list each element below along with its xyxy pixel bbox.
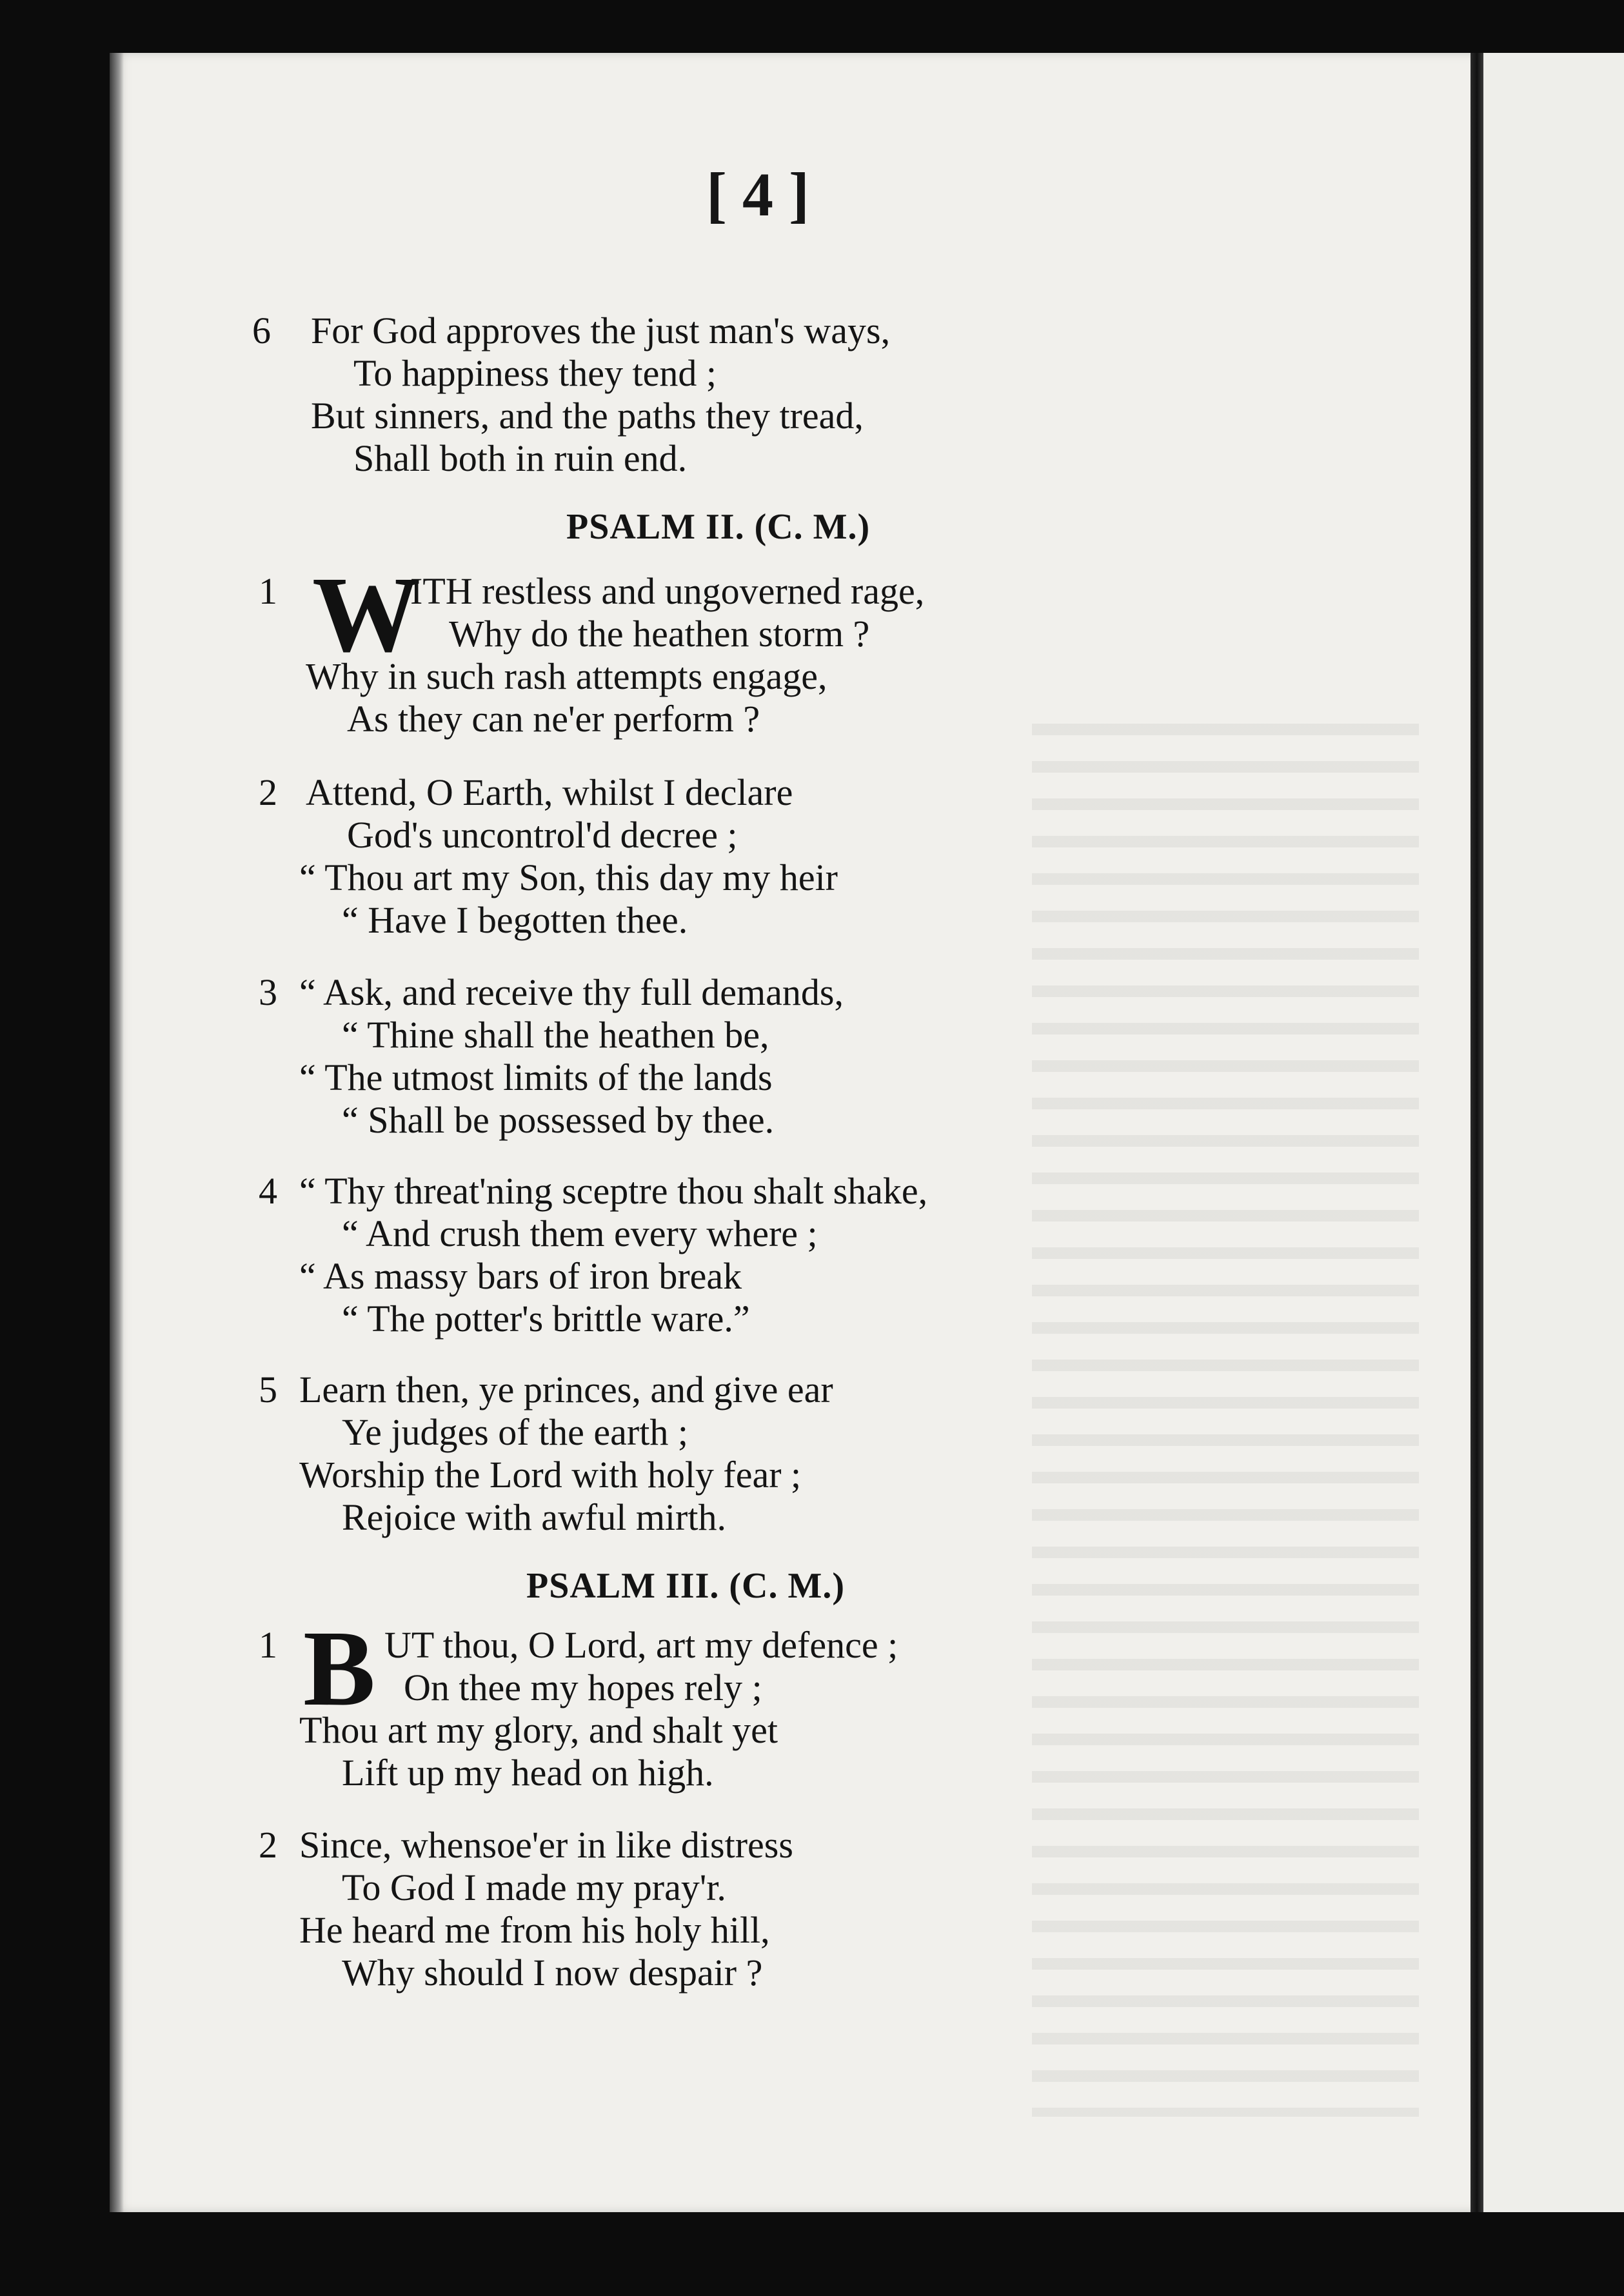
verse-line: For God approves the just man's ways,: [311, 310, 891, 351]
verse-line: “ Thou art my Son, this day my heir: [299, 856, 838, 898]
verse-line: UT thou, O Lord, art my defence ;: [384, 1624, 898, 1666]
verse-number: 4: [259, 1170, 277, 1212]
verse-line: Why should I now despair ?: [342, 1952, 763, 1994]
verse-line: Why in such rash attempts engage,: [306, 655, 827, 697]
verse-line: “ Ask, and receive thy full demands,: [299, 971, 844, 1013]
verse-line: Since, whensoe'er in like distress: [299, 1824, 793, 1866]
verse-line: “ Have I begotten thee.: [342, 899, 688, 941]
psalm-heading: PSALM III. (C. M.): [526, 1566, 845, 1606]
verse-line: ITH restless and ungoverned rage,: [410, 570, 925, 612]
page-number: [ 4 ]: [706, 160, 809, 229]
verse-line: “ The utmost limits of the lands: [299, 1056, 773, 1098]
verse-number: 2: [259, 1824, 277, 1866]
verse-line: “ As massy bars of iron break: [299, 1255, 742, 1297]
drop-cap: B: [303, 1608, 373, 1728]
verse-line: “ Thy threat'ning sceptre thou shalt shake,: [299, 1170, 928, 1212]
verse-line: He heard me from his holy hill,: [299, 1909, 770, 1951]
drop-cap: W: [312, 555, 418, 675]
verse-number: 3: [259, 971, 277, 1013]
verse-line: “ The potter's brittle ware.”: [342, 1298, 750, 1340]
verse-number: 6: [252, 310, 271, 351]
verse-number: 2: [259, 771, 277, 813]
verse-line: “ Shall be possessed by thee.: [342, 1099, 775, 1141]
verse-line: Ye judges of the earth ;: [342, 1411, 688, 1453]
verse-line: To happiness they tend ;: [353, 352, 717, 394]
verse-line: Thou art my glory, and shalt yet: [299, 1709, 778, 1751]
verse-line: Rejoice with awful mirth.: [342, 1496, 726, 1538]
verse-line: Shall both in ruin end.: [353, 437, 688, 479]
verse-line: Worship the Lord with holy fear ;: [299, 1454, 802, 1496]
verse-line: “ Thine shall the heathen be,: [342, 1014, 769, 1056]
verse-number: 1: [259, 570, 277, 612]
verse-line: Lift up my head on high.: [342, 1752, 714, 1794]
verse-line: On thee my hopes rely ;: [404, 1667, 762, 1708]
verse-line: To God I made my pray'r.: [342, 1866, 726, 1908]
verse-line: As they can ne'er perform ?: [347, 698, 760, 740]
verse-line: Why do the heathen storm ?: [449, 613, 870, 655]
psalm-heading: PSALM II. (C. M.): [566, 507, 871, 547]
verse-number: 5: [259, 1369, 277, 1410]
verse-line: Attend, O Earth, whilst I declare: [306, 771, 793, 813]
verse-line: God's uncontrol'd decree ;: [347, 814, 738, 856]
verse-line: Learn then, ye princes, and give ear: [299, 1369, 833, 1410]
verse-line: But sinners, and the paths they tread,: [311, 395, 864, 437]
verse-number: 1: [259, 1624, 277, 1666]
verse-line: “ And crush them every where ;: [342, 1212, 818, 1254]
